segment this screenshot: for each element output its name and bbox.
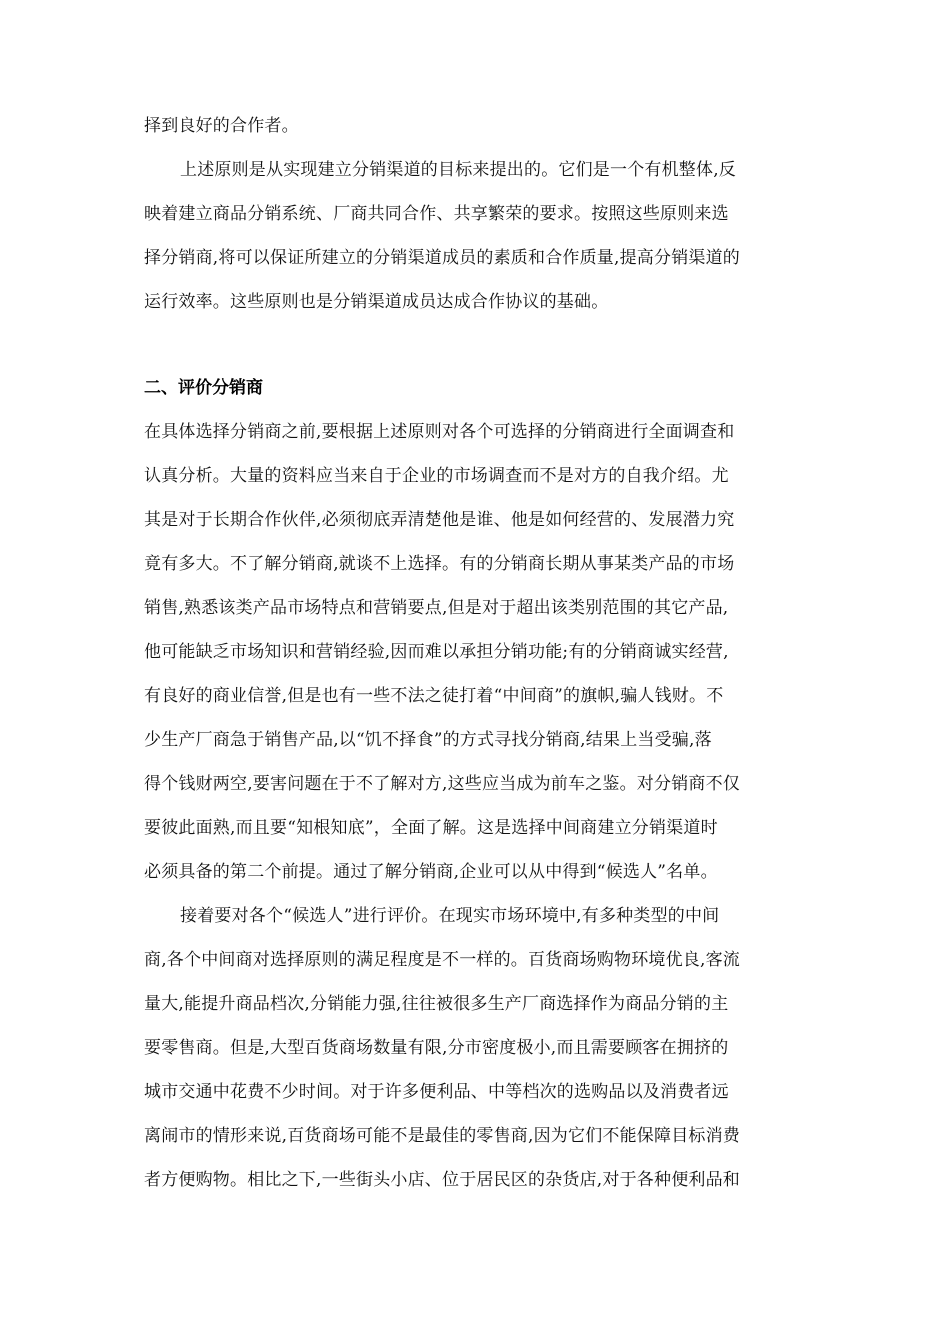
paragraph-4-line-4: 要零售商。但是,大型百货商场数量有限,分市密度极小,而且需要顾客在拥挤的	[144, 1038, 729, 1058]
paragraph-2-line-2: 映着建立商品分销系统、厂商共同合作、共享繁荣的要求。按照这些原则来选	[144, 204, 729, 224]
paragraph-3-line-9: 得个钱财两空,要害问题在于不了解对方,这些应当成为前车之鉴。对分销商不仅	[144, 774, 741, 794]
paragraph-4-line-2: 商,各个中间商对选择原则的满足程度是不一样的。百货商场购物环境优良,客流	[144, 950, 741, 970]
paragraph-3-line-4: 竟有多大。不了解分销商,就谈不上选择。有的分销商长期从事某类产品的市场	[144, 554, 735, 574]
paragraph-4-line-5: 城市交通中花费不少时间。对于许多便利品、中等档次的选购品以及消费者远	[144, 1082, 729, 1102]
paragraph-3-line-1: 在具体选择分销商之前,要根据上述原则对各个可选择的分销商进行全面调查和	[144, 422, 735, 442]
paragraph-3-line-8: 少生产厂商急于销售产品,以“饥不择食”的方式寻找分销商,结果上当受骗,落	[144, 730, 712, 750]
paragraph-4-line-1: 接着要对各个“候选人”进行评价。在现实市场环境中,有多种类型的中间	[180, 906, 720, 926]
paragraph-3-line-3: 其是对于长期合作伙伴,必须彻底弄清楚他是谁、他是如何经营的、发展潜力究	[144, 510, 735, 530]
section-heading: 二、评价分销商	[144, 378, 263, 398]
paragraph-2-line-4: 运行效率。这些原则也是分销渠道成员达成合作协议的基础。	[144, 292, 609, 312]
paragraph-3-line-11: 必须具备的第二个前提。通过了解分销商,企业可以从中得到“候选人”名单。	[144, 862, 718, 882]
paragraph-4-line-7: 者方便购物。相比之下,一些街头小店、位于居民区的杂货店,对于各种便利品和	[144, 1170, 741, 1190]
paragraph-2-line-1: 上述原则是从实现建立分销渠道的目标来提出的。它们是一个有机整体,反	[180, 160, 737, 180]
paragraph-1-line-1: 择到良好的合作者。	[144, 116, 299, 136]
paragraph-3-line-6: 他可能缺乏市场知识和营销经验,因而难以承担分销功能;有的分销商诚实经营,	[144, 642, 729, 662]
paragraph-4-line-6: 离闹市的情形来说,百货商场可能不是最佳的零售商,因为它们不能保障目标消费	[144, 1126, 741, 1146]
paragraph-3-line-2: 认真分析。大量的资料应当来自于企业的市场调查而不是对方的自我介绍。尤	[144, 466, 729, 486]
paragraph-3-line-7: 有良好的商业信誉,但是也有一些不法之徒打着“中间商”的旗帜,骗人钱财。不	[144, 686, 724, 706]
paragraph-2-line-3: 择分销商,将可以保证所建立的分销渠道成员的素质和合作质量,提高分销渠道的	[144, 248, 741, 268]
paragraph-4-line-3: 量大,能提升商品档次,分销能力强,往往被很多生产厂商选择作为商品分销的主	[144, 994, 729, 1014]
paragraph-3-line-10: 要彼此面熟,而且要“知根知底”，全面了解。这是选择中间商建立分销渠道时	[144, 818, 718, 838]
document-body-continued	[144, 0, 810, 1344]
paragraph-3-line-5: 销售,熟悉该类产品市场特点和营销要点,但是对于超出该类别范围的其它产品,	[144, 598, 729, 618]
